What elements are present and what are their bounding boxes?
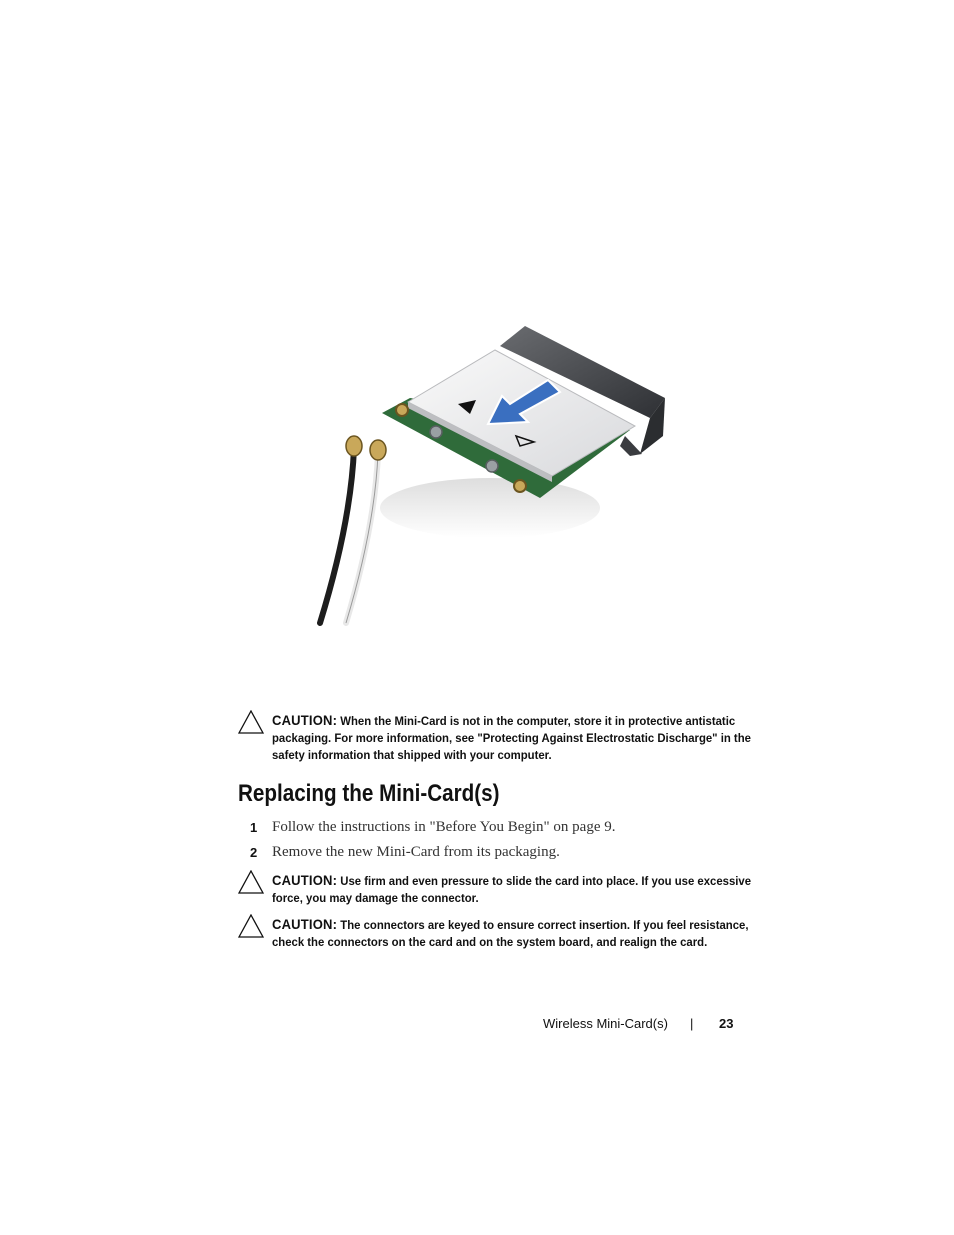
card-shadow [380, 478, 600, 538]
caution-note [238, 712, 751, 764]
antenna-connector-main [430, 426, 442, 438]
mini-card-drawing [290, 318, 680, 628]
footer-section-name: Wireless Mini-Card(s) [543, 1016, 668, 1031]
caution-text [272, 916, 765, 951]
caution-text [272, 872, 765, 907]
caution-body: When the Mini-Card is not in the computer, store it in protective antistatic packaging. For more information, see "Protecting Against Electrostatic Discharge" in the safety information that shipped with your computer. [272, 714, 751, 762]
mini-card-illustration [290, 318, 680, 628]
caution-body: The connectors are keyed to ensure correct insertion. If you feel resistance, check the connectors on the card and on the system board, and realign the card. [272, 918, 749, 949]
antenna-connector-aux [486, 460, 498, 472]
page-number: 23 [719, 1016, 734, 1031]
section-title: Replacing the Mini-Card(s) [238, 780, 500, 807]
caution-note [238, 916, 749, 951]
caution-icon [238, 914, 264, 938]
caution-text [272, 712, 765, 764]
screw-hole-right [514, 480, 526, 492]
footer-separator: | [690, 1016, 694, 1031]
caution-icon [238, 870, 264, 894]
step-number: 1 [250, 820, 258, 835]
connector-base [620, 436, 642, 456]
caution-body: Use firm and even pressure to slide the card into place. If you use excessive force, you may damage the connector. [272, 874, 752, 905]
caution-label: CAUTION: [272, 916, 338, 932]
antenna-tip-white [370, 440, 386, 460]
step-text: Follow the instructions in "Before You Begin" on page 9. [272, 819, 616, 835]
caution-label: CAUTION: [272, 872, 338, 888]
caution-icon [238, 710, 264, 734]
antenna-cable-black [320, 448, 354, 623]
screw-hole-left [396, 404, 408, 416]
step-text: Remove the new Mini-Card from its packaging. [272, 844, 560, 860]
step-number: 2 [250, 845, 258, 860]
antenna-tip-black [346, 436, 362, 456]
caution-note [238, 872, 752, 907]
caution-label: CAUTION: [272, 712, 338, 728]
